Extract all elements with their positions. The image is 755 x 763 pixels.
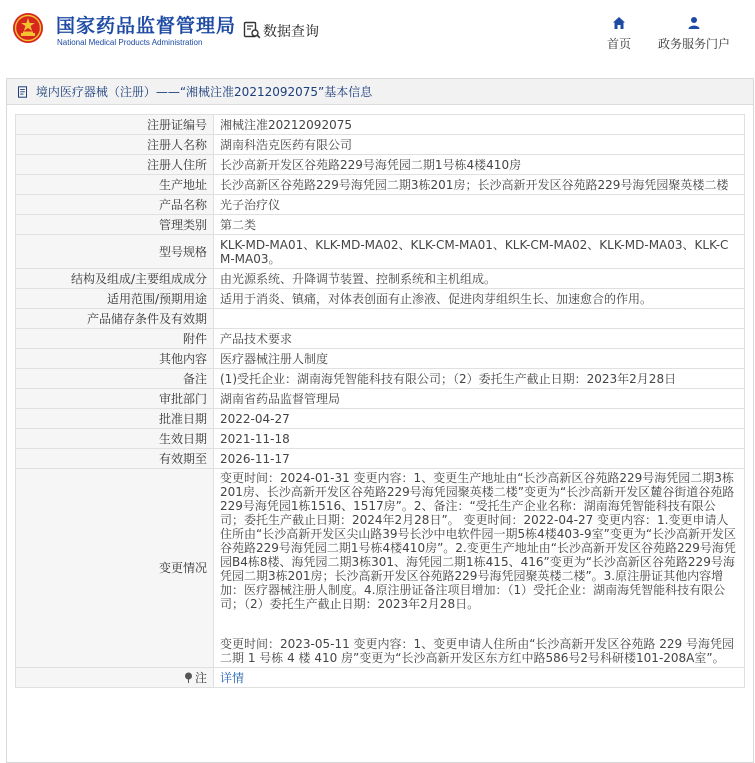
field-value: 湖南科浩克医药有限公司 <box>214 135 745 155</box>
table-row <box>16 195 745 215</box>
document-icon <box>17 86 29 98</box>
field-label: 型号规格 <box>16 235 214 269</box>
field-label: 生产地址 <box>16 175 214 195</box>
change-record-2: 变更时间：2023-05-11 变更内容：1、变更申请人住所由“长沙高新开发区谷苑路 229 号海凭园二期 1 号栋 4 楼 410 房”变更为“长沙高新开发区东方红中路586号2号科研楼101-208A室”。 <box>220 637 734 665</box>
spacer <box>220 611 738 637</box>
user-icon <box>687 16 701 30</box>
change-record-1: 变更时间：2024-01-31 变更内容：1、变更生产地址由“长沙高新区谷苑路229号海凭园二期3栋201房、长沙高新开发区谷苑路229号海凭园聚英楼二楼”变更为“长沙高新开发区麓谷街道谷苑路229号海凭园1栋1516、1517房”。2、备注：“受托生产企业名称：湖南海凭智能科技有限公司；委托生产截止日期：2024年2月28日”。 变更时间：2022-04-27 变更内容：1.变更申请人住所由“长沙高新开发区尖山路39号长沙中电软件园一期5栋4楼403-9室”变更为“长沙高新开发区谷苑路229号海凭园二期1号栋4楼410房”。2.变更生产地址由“长沙高新开发区谷苑路229号海凭园B4栋8楼、海凭园二期3栋301、海凭园二期1栋415、416”变更为“长沙高新区谷苑路229号海凭园二期3栋201房；长沙高新开发区谷苑路229号海凭园聚英楼二楼”。3.原注册证其他内容增加：医疗器械注册人制度。4.原注册证备注项目增加：（1）受托企业：湖南海凭智能科技有限公司；（2）委托生产截止日期：2023年2月28日。 <box>220 471 737 611</box>
field-label: 产品名称 <box>16 195 214 215</box>
field-label: 注册证编号 <box>16 115 214 135</box>
data-query-label[interactable]: 数据查询 <box>263 24 319 40</box>
table-row <box>16 175 745 195</box>
table-row <box>16 135 745 155</box>
table-row-change <box>16 469 745 668</box>
table-row <box>16 215 745 235</box>
field-label: 其他内容 <box>16 349 214 369</box>
table-row <box>16 329 745 349</box>
site-header <box>0 0 755 66</box>
table-row <box>16 449 745 469</box>
field-value <box>214 309 745 329</box>
field-label: 注册人名称 <box>16 135 214 155</box>
table-row <box>16 389 745 409</box>
field-label: 生效日期 <box>16 429 214 449</box>
table-row <box>16 409 745 429</box>
table-row <box>16 115 745 135</box>
site-subtitle: National Medical Products Administration <box>57 38 203 47</box>
field-label: 产品储存条件及有效期 <box>16 309 214 329</box>
field-value-note <box>214 668 745 688</box>
field-label-change: 变更情况 <box>16 469 214 668</box>
field-value: 适用于消炎、镇痛，对体表创面有止渗液、促进肉芽组织生长、加速愈合的作用。 <box>214 289 745 309</box>
field-value: 医疗器械注册人制度 <box>214 349 745 369</box>
field-label: 适用范围/预期用途 <box>16 289 214 309</box>
field-value: 2026-11-17 <box>214 449 745 469</box>
field-value: 长沙高新开发区谷苑路229号海凭园二期1号栋4楼410房 <box>214 155 745 175</box>
field-label: 有效期至 <box>16 449 214 469</box>
table-row <box>16 429 745 449</box>
field-label: 管理类别 <box>16 215 214 235</box>
field-value: 湖南省药品监督管理局 <box>214 389 745 409</box>
field-value: 2022-04-27 <box>214 409 745 429</box>
change-history <box>214 469 745 668</box>
breadcrumb <box>7 79 753 105</box>
field-label: 注册人住所 <box>16 155 214 175</box>
field-label: 附件 <box>16 329 214 349</box>
table-row <box>16 235 745 269</box>
data-query-icon <box>243 21 261 39</box>
site-title: 国家药品监督管理局 <box>56 15 237 37</box>
nav-home[interactable] <box>600 16 638 52</box>
field-label: 审批部门 <box>16 389 214 409</box>
field-value: 长沙高新区谷苑路229号海凭园二期3栋201房；长沙高新开发区谷苑路229号海凭园聚英楼二楼 <box>214 175 745 195</box>
field-value: KLK-MD-MA01、KLK-MD-MA02、KLK-CM-MA01、KLK-CM-MA02、KLK-MD-MA03、KLK-CM-MA03。 <box>214 235 745 269</box>
table-row <box>16 269 745 289</box>
field-value: 光子治疗仪 <box>214 195 745 215</box>
table-row <box>16 349 745 369</box>
table-row <box>16 155 745 175</box>
field-label: 结构及组成/主要组成成分 <box>16 269 214 289</box>
pin-icon <box>184 672 193 683</box>
nav-home-label[interactable]: 首页 <box>606 37 631 51</box>
note-label: 注 <box>194 670 207 685</box>
field-label: 备注 <box>16 369 214 389</box>
nav-gov-services[interactable] <box>650 16 738 52</box>
info-table <box>15 114 745 688</box>
table-row <box>16 309 745 329</box>
home-icon <box>612 16 626 30</box>
field-label-note <box>16 668 214 688</box>
national-emblem-icon <box>12 12 44 44</box>
breadcrumb-text: 境内医疗器械（注册）——“湘械注准20212092075”基本信息 <box>35 85 373 99</box>
nav-gov-services-label[interactable]: 政务服务门户 <box>657 37 730 51</box>
field-label: 批准日期 <box>16 409 214 429</box>
table-row <box>16 369 745 389</box>
field-value: 产品技术要求 <box>214 329 745 349</box>
detail-panel <box>6 78 754 763</box>
field-value: 湘械注准20212092075 <box>214 115 745 135</box>
field-value: 2021-11-18 <box>214 429 745 449</box>
field-value: (1)受托企业：湖南海凭智能科技有限公司；（2）委托生产截止日期：2023年2月28日 <box>214 369 745 389</box>
field-value: 第二类 <box>214 215 745 235</box>
table-row-note <box>16 668 745 688</box>
field-value: 由光源系统、升降调节装置、控制系统和主机组成。 <box>214 269 745 289</box>
detail-link[interactable]: 详情 <box>220 670 245 685</box>
table-row <box>16 289 745 309</box>
